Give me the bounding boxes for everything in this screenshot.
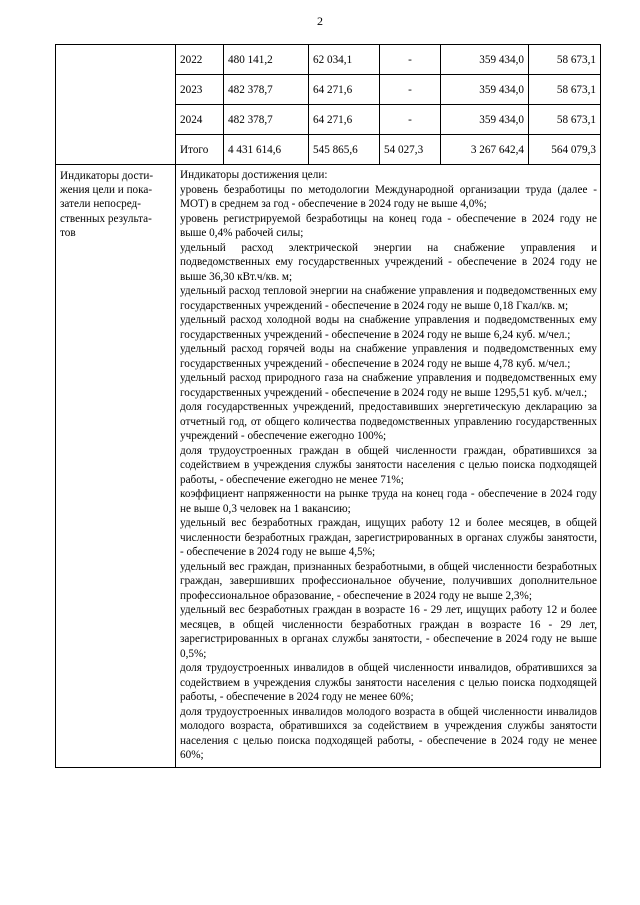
amount-cell: - <box>380 75 441 105</box>
indicator-item: удельный расход холодной воды на снабжение управления и подведомственных ему государственных учреждений - обеспечение в 2024 году не выше 6,24 куб. м/чел.; <box>180 314 597 341</box>
indicators-label-line: тов <box>60 226 76 239</box>
amount-cell: 54 027,3 <box>380 135 441 165</box>
amount-cell: 62 034,1 <box>309 45 380 75</box>
indicator-item: доля трудоустроенных граждан в общей численности граждан, обратившихся за содействием в учреждения службы занятости населения с целью поиска подходящей работы, - обеспечение ежегодно не менее 71%; <box>180 444 597 486</box>
indicator-item: удельный расход тепловой энергии на снабжение управления и подведомственных ему государственных учреждений - обеспечение в 2024 году не выше 0,18 Гкал/кв. м; <box>180 285 597 312</box>
total-cell: 480 141,2 <box>224 45 309 75</box>
indicator-item: уровень безработицы по методологии Международной организации труда (далее - МОТ) в среднем за год - обеспечение в 2024 году не выше 4,0%; <box>180 183 597 210</box>
page-number: 2 <box>317 14 323 28</box>
amount-cell: 58 673,1 <box>529 75 601 105</box>
year-cell: 2023 <box>176 75 224 105</box>
indicator-item: удельный вес граждан, признанных безработными, в общей численности безработных граждан, завершивших профессиональное обучение, получивших дополнительное профессиональное образование, - обеспечение в 2024 году не выше 2,3%; <box>180 560 597 602</box>
amount-cell: 564 079,3 <box>529 135 601 165</box>
indicator-item: доля государственных учреждений, предоставивших энергетическую декларацию за отчетный год, от общего количества подведомственных управлению государственных учреждений - обеспечение ежегодно 100%; <box>180 401 597 442</box>
amount-cell: 64 271,6 <box>309 105 380 135</box>
amount-cell: 359 434,0 <box>441 105 529 135</box>
year-cell: 2022 <box>176 45 224 75</box>
total-cell: 482 378,7 <box>224 75 309 105</box>
indicator-item: доля трудоустроенных инвалидов в общей численности инвалидов, обратившихся за содействием в учреждения службы занятости населения с целью поиска подходящей работы, - обеспечение в 2024 году не менее 60%; <box>180 662 597 703</box>
finance-label-cell <box>56 45 176 165</box>
indicator-item: удельный расход горячей воды на снабжение управления и подведомственных ему государственных учреждений - обеспечение в 2024 году не выше 4,78 куб. м/чел.; <box>180 343 597 370</box>
indicator-item: удельный расход электрической энергии на снабжение управления и подведомственных ему государственных учреждений - обеспечение в 2024 году не выше 36,30 кВт.ч/кв. м; <box>180 241 597 283</box>
indicators-content <box>176 165 601 768</box>
amount-cell: 64 271,6 <box>309 75 380 105</box>
indicator-item: доля трудоустроенных инвалидов молодого возраста в общей численности инвалидов молодого возраста, обратившихся за содействием в учреждения службы занятости населения с целью поиска подходящей работы, - обеспечение в 2024 году не менее 60%; <box>180 705 597 761</box>
amount-cell: 3 267 642,4 <box>441 135 529 165</box>
amount-cell: - <box>380 45 441 75</box>
indicator-item: удельный расход природного газа на снабжение управления и подведомственных ему государственных учреждений - обеспечение в 2024 году не выше 1295,51 куб. м/чел.; <box>180 372 597 399</box>
finance-row-2022 <box>56 45 601 75</box>
amount-cell: 58 673,1 <box>529 105 601 135</box>
indicators-label-line: жения цели и пока- <box>60 184 153 197</box>
year-cell: Итого <box>176 135 224 165</box>
amount-cell: - <box>380 105 441 135</box>
indicators-label <box>56 165 176 768</box>
indicators-heading: Индикаторы достижения цели: <box>180 169 328 181</box>
amount-cell: 58 673,1 <box>529 45 601 75</box>
indicators-label-line: Индикаторы дости- <box>60 170 154 182</box>
amount-cell: 545 865,6 <box>309 135 380 165</box>
amount-cell: 359 434,0 <box>441 75 529 105</box>
indicator-item: уровень регистрируемой безработицы на конец года - обеспечение в 2024 году не выше 0,4% рабочей силы; <box>180 212 597 239</box>
indicators-label-line: затели непосред- <box>60 198 141 211</box>
indicator-item: удельный вес безработных граждан, ищущих работу 12 и более месяцев, в общей численности безработных граждан, зарегистрированных в органах службы занятости, - обеспечение в 2024 году не выше 4,5%; <box>180 517 597 558</box>
total-cell: 4 431 614,6 <box>224 135 309 165</box>
total-cell: 482 378,7 <box>224 105 309 135</box>
indicator-item: коэффициент напряженности на рынке труда на конец года - обеспечение в 2024 году не выше 0,3 человек на 1 вакансию; <box>180 488 597 515</box>
program-table <box>55 44 601 768</box>
indicator-item: удельный вес безработных граждан в возрасте 16 - 29 лет, ищущих работу 12 и более месяцев, в общей численности безработных граждан в возрасте 16 - 29 лет, зарегистрированных в органах службы занятости, - обеспечение в 2024 году не выше 0,5%; <box>180 604 597 660</box>
indicators-row <box>56 165 601 768</box>
year-cell: 2024 <box>176 105 224 135</box>
amount-cell: 359 434,0 <box>441 45 529 75</box>
indicators-label-line: ственных результа- <box>60 212 152 225</box>
